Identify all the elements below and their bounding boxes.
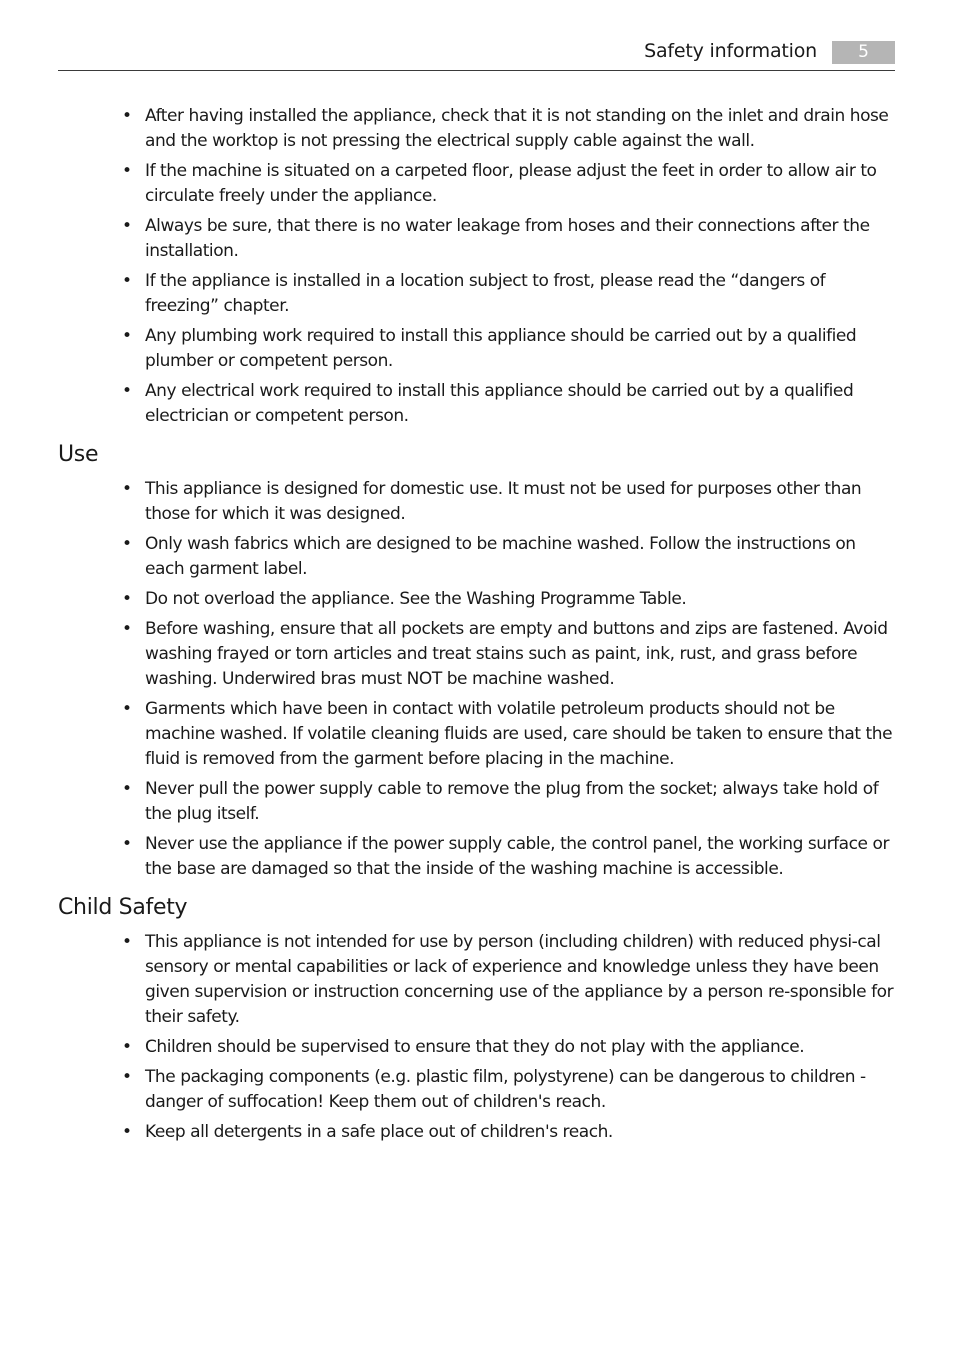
bullet-icon: • xyxy=(122,161,132,181)
bullet-icon: • xyxy=(122,216,132,236)
list-item-text: The packaging components (e.g. plastic film, polystyrene) can be dangerous to children - danger of suffocation! Keep them out of children's reach. xyxy=(145,1067,866,1112)
bullet-icon: • xyxy=(122,326,132,346)
list-item-text: This appliance is designed for domestic use. It must not be used for purposes other than those for which it was designed. xyxy=(145,479,862,524)
bullet-icon: • xyxy=(122,932,132,952)
section-heading-use: Use xyxy=(58,442,99,467)
list-item xyxy=(122,214,896,264)
list-item-text: Only wash fabrics which are designed to be machine washed. Follow the instructions on each garment label. xyxy=(145,534,856,579)
list-item xyxy=(122,1035,896,1060)
bullet-icon: • xyxy=(122,834,132,854)
list-item-text: If the machine is situated on a carpeted floor, please adjust the feet in order to allow air to circulate freely under the appliance. xyxy=(145,161,877,206)
list-item xyxy=(122,832,896,882)
list-item-text: Garments which have been in contact with volatile petroleum products should not be machine washed. If volatile cleaning fluids are used, care should be taken to ensure that the fluid is removed from the garment before placing in the machine. xyxy=(145,699,893,769)
list-item-text: Never use the appliance if the power supply cable, the control panel, the working surface or the base are damaged so that the inside of the washing machine is accessible. xyxy=(145,834,890,879)
bullet-icon: • xyxy=(122,779,132,799)
list-item-text: After having installed the appliance, check that it is not standing on the inlet and drain hose and the worktop is not pressing the electrical supply cable against the wall. xyxy=(145,106,889,151)
list-item-text: Do not overload the appliance. See the Washing Programme Table. xyxy=(145,589,687,609)
bullet-icon: • xyxy=(122,1067,132,1087)
bullet-icon: • xyxy=(122,271,132,291)
list-item xyxy=(122,1065,896,1115)
bullet-icon: • xyxy=(122,1037,132,1057)
child-safety-list xyxy=(58,930,896,1145)
list-item xyxy=(122,1120,896,1145)
list-item xyxy=(122,269,896,319)
bullet-icon: • xyxy=(122,619,132,639)
list-item-text: If the appliance is installed in a location subject to frost, please read the “dangers of freezing” chapter. xyxy=(145,271,826,316)
list-item xyxy=(122,379,896,429)
bullet-icon: • xyxy=(122,1122,132,1142)
header-title: Safety information xyxy=(644,40,817,62)
bullet-icon: • xyxy=(122,106,132,126)
installation-list xyxy=(58,104,896,429)
page-header xyxy=(58,38,895,71)
use-list xyxy=(58,477,896,882)
list-item-text: Before washing, ensure that all pockets are empty and buttons and zips are fastened. Avoid washing frayed or torn articles and treat stains such as paint, ink, rust, and grass before washing. Underwired bras must NOT be machine washed. xyxy=(145,619,888,689)
page-content xyxy=(58,104,896,1150)
bullet-icon: • xyxy=(122,589,132,609)
list-item xyxy=(122,477,896,527)
list-item-text: Always be sure, that there is no water leakage from hoses and their connections after the installation. xyxy=(145,216,870,261)
page-number-badge: 5 xyxy=(832,41,895,64)
list-item-text: Children should be supervised to ensure that they do not play with the appliance. xyxy=(145,1037,805,1057)
bullet-icon: • xyxy=(122,534,132,554)
list-item-text: Any electrical work required to install this appliance should be carried out by a qualified electrician or competent person. xyxy=(145,381,854,426)
list-item xyxy=(122,587,896,612)
list-item-text: Keep all detergents in a safe place out of children's reach. xyxy=(145,1122,613,1142)
list-item-text: Any plumbing work required to install this appliance should be carried out by a qualified plumber or competent person. xyxy=(145,326,857,371)
bullet-icon: • xyxy=(122,699,132,719)
list-item xyxy=(122,617,896,692)
list-item xyxy=(122,697,896,772)
section-heading-child-safety: Child Safety xyxy=(58,895,188,920)
list-item-text: Never pull the power supply cable to remove the plug from the socket; always take hold of the plug itself. xyxy=(145,779,879,824)
list-item xyxy=(122,324,896,374)
bullet-icon: • xyxy=(122,381,132,401)
list-item-text: This appliance is not intended for use by person (including children) with reduced physi-cal sensory or mental capabilities or lack of experience and knowledge unless they have been given supervision or instruction concerning use of the appliance by a person re-sponsible for their safety. xyxy=(145,932,894,1027)
list-item xyxy=(122,777,896,827)
bullet-icon: • xyxy=(122,479,132,499)
list-item xyxy=(122,104,896,154)
list-item xyxy=(122,930,896,1030)
list-item xyxy=(122,159,896,209)
list-item xyxy=(122,532,896,582)
